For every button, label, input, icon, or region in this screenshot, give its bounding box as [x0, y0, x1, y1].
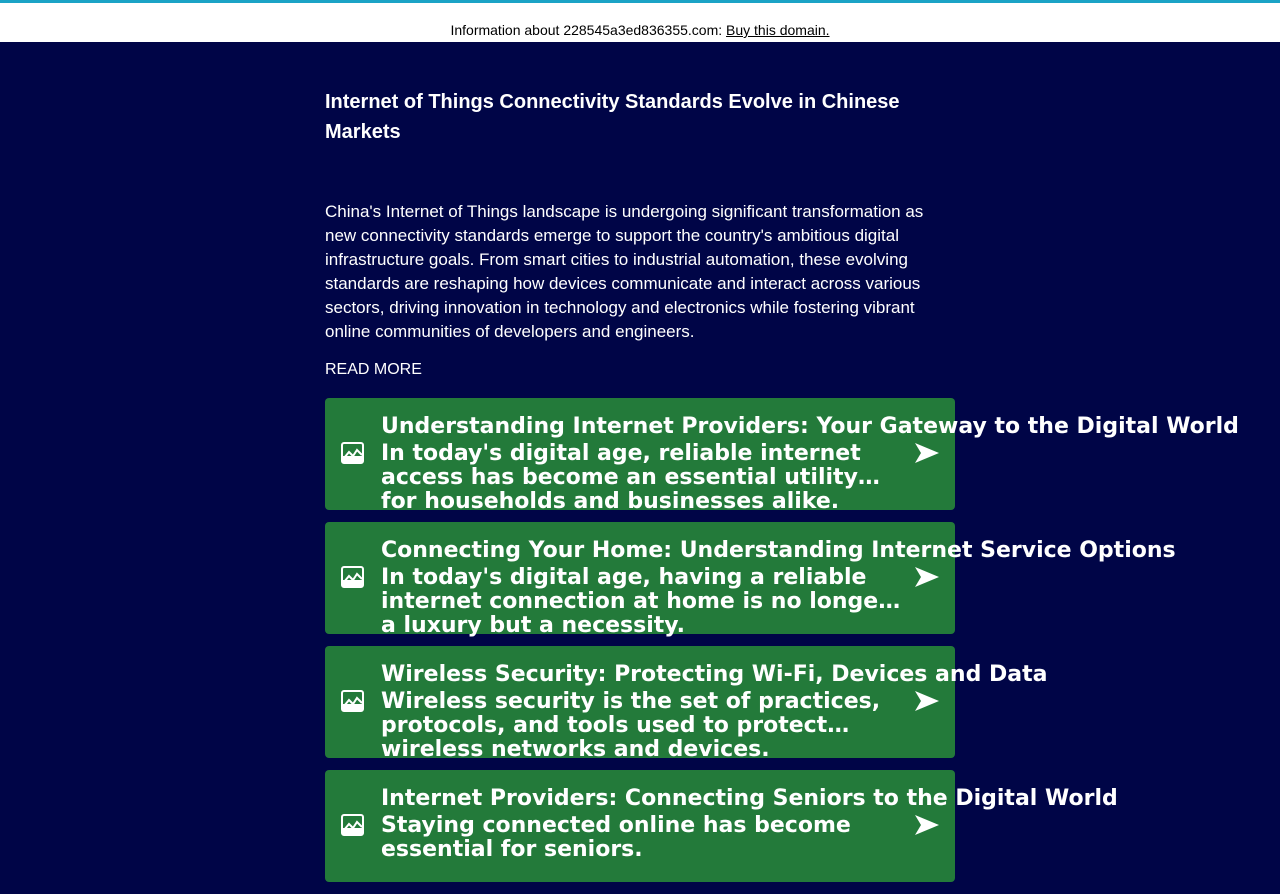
main-content: [325, 42, 1239, 894]
send-arrow-icon: [915, 691, 939, 711]
card-snippet: In today's digital age, reliable internet access has become an essential utility for households and businesses alike.: [381, 441, 861, 514]
read-more-link[interactable]: READ MORE: [325, 361, 422, 378]
related-link-card[interactable]: [325, 522, 1176, 638]
image-icon: [341, 814, 364, 836]
send-arrow-icon: [915, 815, 939, 835]
card-title: Wireless Security: Protecting Wi-Fi, Devices and Data: [381, 662, 1048, 687]
card-title: Connecting Your Home: Understanding Internet Service Options: [381, 538, 1176, 563]
card-snippet: Staying connected online has become essential for seniors.: [381, 813, 851, 862]
send-arrow-icon: [915, 567, 939, 587]
card-text: [381, 784, 1118, 862]
card-title: Understanding Internet Providers: Your Gateway to the Digital World: [381, 414, 1239, 439]
related-link-card[interactable]: [325, 398, 1239, 514]
card-text: [381, 660, 1048, 762]
article-description: China's Internet of Things landscape is undergoing significant transformation as new connectivity standards emerge to support the country's ambitious digital infrastructure goals. From smart cities to industrial automation, these evolving standards are reshaping how devices communicate and interact across various sectors, driving innovation in technology and electronics while fostering vibrant online communities of developers and engineers.: [325, 202, 924, 341]
send-arrow-icon: [915, 443, 939, 463]
image-icon: [341, 566, 364, 588]
image-icon: [341, 690, 364, 712]
image-icon: [341, 442, 364, 464]
card-snippet: Wireless security is the set of practices, protocols, and tools used to protect wireless networks and devices.: [381, 689, 881, 762]
card-title: Internet Providers: Connecting Seniors to the Digital World: [381, 786, 1118, 811]
domain-info-text: Information about 228545a3ed836355.com:: [450, 22, 723, 38]
card-text: [381, 412, 1239, 514]
card-text: [381, 536, 1176, 638]
related-links-list: [325, 398, 1239, 882]
card-snippet: In today's digital age, having a reliable internet connection at home is no longer a luxury but a necessity.: [381, 565, 890, 638]
buy-domain-link[interactable]: Buy this domain.: [726, 22, 830, 38]
article-title: Internet of Things Connectivity Standards Evolve in Chinese Markets: [325, 91, 900, 143]
domain-info-bar: [0, 0, 1280, 42]
related-link-card[interactable]: [325, 770, 1118, 882]
related-link-card[interactable]: [325, 646, 1048, 762]
